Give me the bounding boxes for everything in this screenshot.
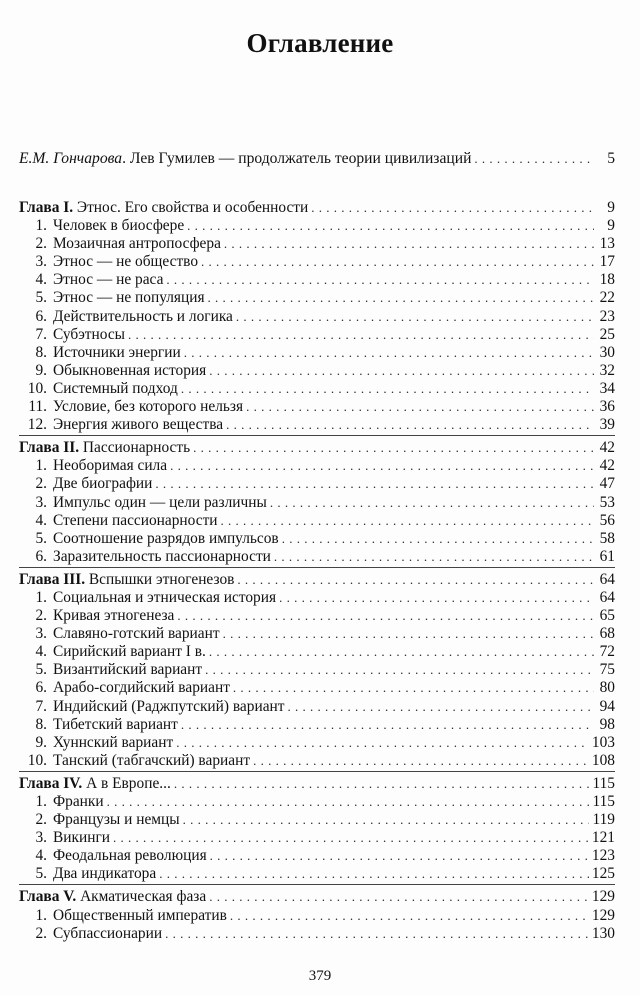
dot-leader [176, 734, 589, 752]
page-number: 103 [591, 733, 615, 751]
page-number: 25 [599, 325, 615, 343]
page-number: 115 [592, 774, 615, 792]
toc-section-entry[interactable] [19, 271, 615, 289]
dot-leader [201, 253, 594, 271]
page-folio: 379 [308, 968, 332, 984]
preface-text [19, 148, 471, 170]
section-number: 2. [35, 475, 47, 493]
section-heading [19, 416, 223, 434]
section-heading [19, 925, 162, 943]
dot-leader [208, 289, 594, 307]
page-number: 129 [591, 888, 615, 906]
page-number: 119 [592, 811, 615, 829]
dot-leader [210, 847, 589, 865]
page-number: 56 [599, 511, 615, 529]
section-heading [19, 548, 271, 566]
dot-leader [166, 271, 594, 289]
dot-leader [209, 362, 594, 380]
toc-section-entry[interactable] [19, 289, 615, 307]
section-number: 1. [35, 217, 47, 235]
section-title: Византийский вариант [53, 661, 203, 679]
page-number: 22 [599, 289, 615, 307]
section-title: Славяно-готский вариант [53, 625, 220, 643]
section-title: Два индикатора [53, 865, 157, 883]
dot-leader [165, 925, 589, 943]
page-number: 65 [599, 607, 615, 625]
dot-leader [223, 625, 594, 643]
chapter-label: Глава I. [19, 199, 74, 216]
toc-section-entry[interactable] [19, 793, 615, 811]
section-title: Импульс один — цели различны [53, 493, 267, 511]
toc-section-entry[interactable] [19, 457, 615, 475]
dot-leader [253, 752, 589, 770]
dot-leader [226, 416, 594, 434]
toc-section-entry[interactable] [19, 679, 615, 697]
dot-leader [170, 457, 594, 475]
dot-leader [155, 475, 594, 493]
toc-section-entry[interactable] [19, 530, 615, 548]
section-heading [19, 326, 125, 344]
toc-section-entry[interactable] [19, 362, 615, 380]
page-number: 98 [599, 715, 615, 733]
page-number: 80 [599, 679, 615, 697]
dot-leader [183, 811, 590, 829]
chapter-label: Глава II. [19, 439, 80, 457]
chapter-heading [19, 199, 308, 217]
page-number: 58 [599, 529, 615, 547]
chapter-title: Этнос. Его свойства и особенности [73, 199, 309, 216]
toc-section-entry[interactable] [19, 925, 615, 943]
section-title: Кривая этногенеза [53, 607, 175, 625]
page-number: 5 [607, 150, 615, 167]
page-number: 64 [599, 570, 615, 588]
toc-section-entry[interactable] [19, 716, 615, 734]
section-heading [19, 907, 227, 925]
section-heading [19, 829, 110, 847]
section-number: 8. [35, 343, 47, 361]
toc-preface-entry[interactable] [19, 148, 615, 170]
page-number: 121 [591, 829, 615, 847]
chapter-label: Глава III. [19, 570, 86, 588]
toc-section-entry[interactable] [19, 512, 615, 530]
section-number: 5. [35, 865, 47, 883]
section-heading [19, 344, 181, 362]
preface-title: . Лев Гумилев — продолжатель теории цивилизаций [122, 150, 472, 167]
dot-leader [311, 199, 594, 217]
section-number: 9. [35, 361, 47, 379]
section-number: 6. [35, 679, 47, 697]
section-heading [19, 679, 230, 697]
section-title: Мозаичная антропосфера [53, 235, 221, 253]
page-number: 30 [599, 343, 615, 361]
toc-section-entry[interactable] [19, 253, 615, 271]
dot-leader [107, 793, 590, 811]
chapter-block [19, 775, 615, 886]
section-heading [19, 398, 243, 416]
dot-leader [236, 308, 594, 326]
section-title: Танский (табгачский) вариант [53, 751, 251, 769]
section-title: Заразительность пассионарности [53, 547, 271, 565]
section-number: 7. [35, 325, 47, 343]
chapter-block [19, 439, 615, 568]
dot-leader [209, 888, 589, 906]
section-title: Французы и немцы [53, 811, 180, 829]
page-number: 39 [599, 416, 615, 434]
page-number: 123 [591, 847, 615, 865]
section-heading [19, 589, 276, 607]
section-number: 11. [28, 398, 47, 416]
page-number: 72 [599, 643, 615, 661]
section-number: 7. [35, 697, 47, 715]
dot-leader [221, 512, 594, 530]
section-heading [19, 698, 284, 716]
chapter-heading [19, 439, 190, 457]
section-heading [19, 847, 207, 865]
toc-section-entry[interactable] [19, 811, 615, 829]
toc-section-entry[interactable] [19, 416, 615, 434]
chapter-heading [19, 775, 171, 793]
section-title: Субэтносы [53, 325, 126, 343]
toc-section-entry[interactable] [19, 625, 615, 643]
section-title: Сирийский вариант I в. [53, 643, 206, 661]
toc-chapter-entry[interactable] [19, 571, 615, 589]
section-number: 4. [35, 847, 47, 865]
section-heading [19, 752, 250, 770]
section-number: 3. [35, 829, 47, 847]
toc-section-entry[interactable] [19, 475, 615, 493]
toc-section-entry[interactable] [19, 661, 615, 679]
dot-leader [193, 439, 594, 457]
section-title: Социальная и этническая история [53, 588, 277, 606]
dot-leader [209, 643, 594, 661]
chapter-label: Глава IV. [19, 774, 83, 792]
section-number: 5. [35, 661, 47, 679]
section-heading [19, 625, 220, 643]
chapter-title: Пассионарность [79, 439, 191, 457]
toc-chapter-entry[interactable] [19, 199, 615, 217]
table-of-contents [19, 199, 615, 947]
toc-section-entry[interactable] [19, 344, 615, 362]
chapter-block [19, 888, 615, 943]
section-title: Индийский (Раджпутский) вариант [53, 697, 285, 715]
toc-chapter-entry[interactable] [19, 775, 615, 793]
toc-section-entry[interactable] [19, 865, 615, 883]
section-number: 2. [35, 607, 47, 625]
toc-section-entry[interactable] [19, 308, 615, 326]
toc-section-entry[interactable] [19, 752, 615, 770]
section-number: 1. [35, 588, 47, 606]
toc-section-entry[interactable] [19, 217, 615, 235]
page-number: 34 [599, 379, 615, 397]
toc-section-entry[interactable] [19, 380, 615, 398]
toc-section-entry[interactable] [19, 847, 615, 865]
dot-leader [287, 698, 594, 716]
section-title: Человек в биосфере [53, 217, 185, 235]
page-number: 94 [599, 697, 615, 715]
section-title: Общественный императив [53, 906, 227, 924]
page-number: 53 [599, 493, 615, 511]
section-number: 3. [35, 253, 47, 271]
toc-chapter-entry[interactable] [19, 439, 615, 457]
dot-leader [270, 494, 594, 512]
dot-leader [113, 829, 589, 847]
section-title: Хуннский вариант [53, 733, 174, 751]
dot-leader [233, 679, 594, 697]
chapter-block [19, 571, 615, 772]
chapter-title: А в Европе... [82, 774, 171, 792]
page-number: 130 [591, 924, 615, 942]
toc-section-entry[interactable] [19, 235, 615, 253]
page-number: 23 [599, 307, 615, 325]
toc-chapter-entry[interactable] [19, 888, 615, 906]
toc-section-entry[interactable] [19, 494, 615, 512]
section-heading [19, 253, 198, 271]
section-number: 2. [35, 811, 47, 829]
section-heading [19, 380, 178, 398]
section-number: 6. [35, 307, 47, 325]
section-title: Соотношение разрядов импульсов [53, 529, 279, 547]
section-heading [19, 811, 180, 829]
dot-leader [184, 344, 594, 362]
page-number: 42 [599, 457, 615, 475]
section-heading [19, 661, 202, 679]
toc-section-entry[interactable] [19, 607, 615, 625]
dot-leader [205, 661, 594, 679]
toc-section-entry[interactable] [19, 698, 615, 716]
section-number: 3. [35, 625, 47, 643]
toc-section-entry[interactable] [19, 589, 615, 607]
page-number: 115 [592, 793, 615, 810]
section-heading [19, 607, 174, 625]
section-title: Системный подход [53, 379, 178, 397]
section-heading [19, 793, 104, 811]
section-number: 5. [35, 529, 47, 547]
dot-leader [224, 235, 594, 253]
section-title: Феодальная революция [53, 847, 207, 865]
section-title: Действительность и логика [53, 307, 233, 325]
toc-section-entry[interactable] [19, 398, 615, 416]
chapter-title: Вспышки этногенезов [85, 570, 235, 588]
section-heading [19, 308, 233, 326]
section-title: Викинги [53, 829, 111, 847]
page-number: 13 [599, 235, 615, 253]
section-heading [19, 271, 163, 289]
page-number: 129 [591, 906, 615, 924]
page-title: Оглавление [246, 28, 394, 58]
section-heading [19, 289, 205, 307]
section-title: Необоримая сила [53, 457, 168, 475]
section-number: 4. [35, 271, 47, 289]
chapter-block [19, 199, 615, 436]
dot-leader [181, 380, 594, 398]
dot-leader [282, 530, 594, 548]
section-number: 1. [35, 793, 47, 810]
section-title: Тибетский вариант [53, 715, 178, 733]
section-title: Обыкновенная история [53, 361, 207, 379]
dot-leader [187, 217, 594, 235]
section-title: Две биографии [53, 475, 153, 493]
dot-leader [279, 589, 594, 607]
page-number: 125 [591, 865, 615, 883]
dot-leader [230, 907, 589, 925]
page-number: 9 [607, 217, 615, 235]
page-number: 61 [599, 547, 615, 565]
dot-leader [177, 607, 594, 625]
section-number: 5. [35, 289, 47, 307]
section-title: Степени пассионарности [53, 511, 218, 529]
section-number: 9. [35, 733, 47, 751]
section-title: Энергия живого вещества [53, 416, 224, 434]
page-number: 47 [599, 475, 615, 493]
page-number: 68 [599, 625, 615, 643]
page-number: 18 [599, 271, 615, 289]
section-number: 12. [27, 416, 47, 434]
section-heading [19, 235, 221, 253]
page-number: 64 [599, 588, 615, 606]
page-number: 17 [599, 253, 615, 271]
chapter-heading [19, 888, 206, 906]
dot-leader [174, 775, 590, 793]
page-number: 32 [599, 361, 615, 379]
section-heading [19, 512, 218, 530]
section-heading [19, 865, 156, 883]
section-number: 2. [35, 235, 47, 253]
dot-leader [181, 716, 594, 734]
page-number: 75 [599, 661, 615, 679]
section-number: 1. [35, 457, 47, 475]
section-title: Этнос — не общество [53, 253, 199, 271]
section-number: 2. [35, 924, 47, 942]
section-title: Арабо-согдийский вариант [53, 679, 230, 697]
section-heading [19, 530, 279, 548]
toc-section-entry[interactable] [19, 907, 615, 925]
section-heading [19, 494, 267, 512]
section-number: 10. [27, 751, 47, 769]
section-heading [19, 217, 184, 235]
page-number: 36 [599, 398, 615, 416]
section-number: 3. [35, 493, 47, 511]
preface-author: Е.М. Гончарова [19, 150, 123, 167]
section-number: 4. [35, 511, 47, 529]
dot-leader [237, 571, 594, 589]
section-title: Условие, без которого нельзя [53, 398, 244, 416]
section-heading [19, 457, 167, 475]
section-heading [19, 643, 206, 661]
section-number: 6. [35, 547, 47, 565]
section-number: 1. [35, 906, 47, 924]
page-number: 42 [599, 439, 615, 457]
dot-leader [128, 326, 594, 344]
section-title: Этнос — не популяция [53, 289, 205, 307]
section-title: Франки [53, 793, 104, 810]
section-number: 8. [35, 715, 47, 733]
dot-leader [159, 865, 589, 883]
toc-section-entry[interactable] [19, 326, 615, 344]
chapter-heading [19, 571, 234, 589]
toc-section-entry[interactable] [19, 829, 615, 847]
section-heading [19, 475, 152, 493]
page-number: 9 [607, 199, 615, 216]
section-title: Субпассионарии [53, 924, 163, 942]
section-heading [19, 362, 206, 380]
page-number: 108 [591, 751, 615, 769]
section-heading [19, 734, 173, 752]
dot-leader [474, 148, 594, 170]
toc-section-entry[interactable] [19, 734, 615, 752]
dot-leader [246, 398, 594, 416]
section-title: Источники энергии [53, 343, 181, 361]
toc-section-entry[interactable] [19, 643, 615, 661]
chapter-title: Акматическая фаза [76, 888, 207, 906]
chapter-label: Глава V. [19, 888, 77, 906]
section-number: 10. [27, 379, 47, 397]
dot-leader [274, 548, 594, 566]
section-number: 4. [35, 643, 47, 661]
toc-section-entry[interactable] [19, 548, 615, 566]
section-heading [19, 716, 178, 734]
section-title: Этнос — не раса [53, 271, 164, 289]
